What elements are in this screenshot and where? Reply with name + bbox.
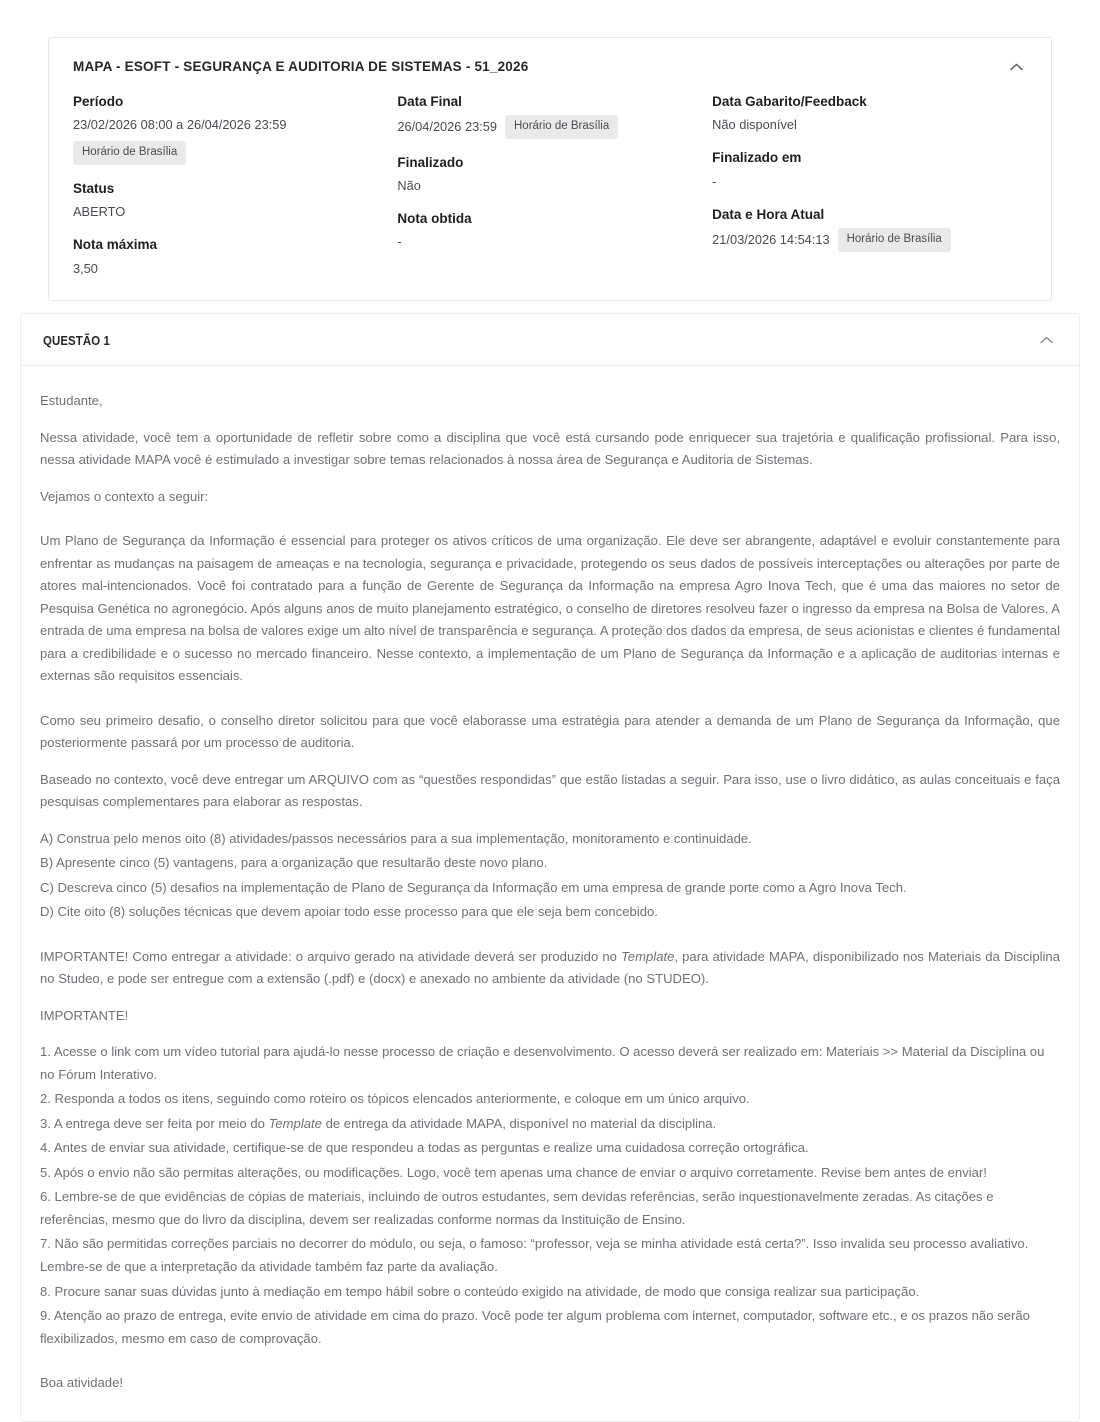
field-value: ABERTO — [73, 204, 126, 220]
paragraph-important-delivery — [40, 946, 1060, 991]
paragraph-context: Um Plano de Segurança da Informação é essencial para proteger os ativos críticos de uma organização. Ele deve ser abrangente, adaptável e evoluir constantemente para enfrentar as mudanças na paisagem de ameaças e na tecnologia, segurança e privacidade, protegendo os seus dados de possíveis interceptações ou alterações por parte de atores mal-intencionados. Você foi contratado para a função de Gerente de Segurança da Informação na empresa Agro Inova Tech, que é uma das maiores no setor de Pesquisa Genética no agronegócio. Após alguns anos de muito planejamento estratégico, o conselho de diretores resolveu fazer o ingresso da empresa na Bolsa de Valores. A entrada de uma empresa na bolsa de valores exige um alto nível de transparência e segurança. A proteção dos dados da empresa, de seus acionistas e clientes é fundamental para a credibilidade e o sucesso no mercado financeiro. Nesse contexto, a implementação de um Plano de Segurança da Informação e a aplicação de auditorias internas e externas são requisitos essenciais. — [40, 533, 1060, 684]
rule-3-text-2: de entrega da atividade MAPA, disponível no material da disciplina. — [321, 1115, 717, 1131]
field-label: Nota máxima — [73, 237, 158, 253]
field-value: Não disponível — [712, 117, 797, 133]
template-emphasis: Template — [621, 948, 675, 964]
field-finalizado-em — [712, 148, 1009, 190]
paragraph-lead-in: Vejamos o contexto a seguir: — [40, 488, 209, 504]
info-column-2 — [397, 92, 712, 278]
field-value: - — [712, 173, 717, 189]
field-value-wrapper — [397, 115, 694, 139]
field-value-wrapper — [73, 115, 379, 165]
template-emphasis: Template — [268, 1115, 322, 1131]
chevron-up-icon[interactable] — [1005, 58, 1027, 76]
paragraph-important-heading: IMPORTANTE! — [40, 1007, 129, 1023]
field-status — [73, 179, 379, 221]
assignment-info-card — [48, 37, 1052, 301]
timezone-badge: Horário de Brasília — [838, 228, 951, 252]
field-value: Não — [397, 178, 421, 193]
field-label: Período — [73, 94, 124, 109]
paragraph-challenge: Como seu primeiro desafio, o conselho diretor solicitou para que você elaborasse uma estratégia para atender a demanda de um Plano de Segurança da Informação, que posteriormente passará por um processo de auditoria. — [40, 712, 1060, 751]
chevron-up-icon[interactable] — [1035, 331, 1057, 349]
paragraph-closing: Boa atividade! — [40, 1375, 123, 1391]
timezone-badge: Horário de Brasília — [73, 141, 186, 165]
rule-item-4: 4. Antes de enviar sua atividade, certifique-se de que respondeu a todas as perguntas e realize uma cuidadosa correção ortográfica. — [40, 1140, 809, 1156]
paragraph-deliverable: Baseado no contexto, você deve entregar um ARQUIVO com as “questões respondidas” que estão listadas a seguir. Para isso, use o livro didático, as aulas conceituais e faça pesquisas complementares para elaborar as respostas. — [40, 771, 1060, 810]
field-label: Data e Hora Atual — [712, 206, 825, 222]
field-label: Status — [73, 180, 115, 196]
info-column-3 — [712, 92, 1027, 278]
field-label: Finalizado — [397, 154, 464, 170]
important-delivery-text-1: IMPORTANTE! Como entregar a atividade: o arquivo gerado na atividade deverá ser produzido no — [40, 948, 622, 964]
field-nota-obtida — [397, 209, 694, 251]
assignment-info-columns — [73, 92, 1027, 278]
field-finalizado — [397, 153, 694, 195]
badge-row — [73, 141, 379, 165]
rule-item-6: 6. Lembre-se de que evidências de cópias de materiais, incluindo de outros estudantes, sem devidas referências, serão inquestionavelmente zeradas. As citações e referências, mesmo que do livro da disciplina, devem ser realizadas conforme normas da Instituição de Ensino. — [40, 1189, 994, 1227]
field-periodo — [73, 92, 379, 165]
field-value: 23/02/2026 08:00 a 26/04/2026 23:59 — [73, 117, 287, 133]
field-value: 26/04/2026 23:59 — [397, 119, 497, 135]
field-value: 3,50 — [73, 260, 98, 276]
question-body — [21, 366, 1079, 1421]
question-item-d: D) Cite oito (8) soluções técnicas que devem apoiar todo esse processo para que ele seja bem concebido. — [40, 904, 658, 920]
field-data-final — [397, 92, 694, 139]
field-nota-maxima — [73, 235, 379, 277]
field-value: 21/03/2026 14:54:13 — [712, 232, 830, 248]
field-label: Finalizado em — [712, 150, 802, 166]
rule-item-1: 1. Acesse o link com um vídeo tutorial para ajudá-lo nesse processo de criação e desenvolvimento. O acesso deverá ser realizado em: Materiais >> Material da Disciplina ou no Fórum Interativo. — [40, 1044, 1045, 1082]
question-header[interactable] — [21, 314, 1079, 366]
assignment-info-header[interactable] — [73, 58, 1027, 76]
rule-item-5: 5. Após o envio não são permitas alterações, ou modificações. Logo, você tem apenas uma chance de enviar o arquivo corretamente. Revise bem antes de enviar! — [40, 1164, 987, 1180]
question-item-b: B) Apresente cinco (5) vantagens, para a organização que resultarão deste novo plano. — [40, 855, 548, 871]
rule-item-7: 7. Não são permitidas correções parciais no decorrer do módulo, ou seja, o famoso: “professor, veja se minha atividade está certa?”. Isso invalida seu processo avaliativo. Lembre-se de que a interpretação da atividade também faz parte da avaliação. — [40, 1236, 1029, 1274]
info-column-1 — [73, 92, 397, 278]
question-item-a: A) Construa pelo menos oito (8) atividades/passos necessários para a sua implementação, monitoramento e continuidade. — [40, 830, 752, 846]
field-value: - — [397, 234, 402, 250]
field-data-gabarito — [712, 92, 1009, 134]
paragraph-intro: Nessa atividade, você tem a oportunidade de refletir sobre como a disciplina que você está cursando pode enriquecer sua trajetória e qualificação profissional. Para isso, nessa atividade MAPA você é estimulado a investigar sobre temas relacionados à nossa área de Segurança e Auditoria de Sistemas. — [40, 429, 1060, 468]
timezone-badge: Horário de Brasília — [505, 115, 618, 139]
field-label: Data Final — [397, 94, 462, 109]
rule-3-text-1: 3. A entrega deve ser feita por meio do — [40, 1115, 269, 1131]
field-data-hora-atual — [712, 205, 1009, 252]
question-title: QUESTÃO 1 — [43, 332, 110, 348]
field-label: Data Gabarito/Feedback — [712, 94, 867, 109]
assignment-title: MAPA - ESOFT - SEGURANÇA E AUDITORIA DE SISTEMAS - 51_2026 — [73, 59, 529, 74]
field-label: Nota obtida — [397, 211, 472, 227]
paragraph-greeting: Estudante, — [40, 393, 103, 408]
rule-item-3 — [40, 1113, 1060, 1136]
rule-item-2: 2. Responda a todos os itens, seguindo como roteiro os tópicos elencados anteriormente, e coloque em um único arquivo. — [40, 1091, 750, 1107]
rule-item-9: 9. Atenção ao prazo de entrega, evite envio de atividade em cima do prazo. Você pode ter algum problema com internet, computador, software etc., e os prazos não serão flexibilizados, mesmo em caso de comprovação. — [40, 1308, 1030, 1346]
rule-item-8: 8. Procure sanar suas dúvidas junto à mediação em tempo hábil sobre o conteúdo exigido na atividade, de modo que consiga realizar sua participação. — [40, 1283, 920, 1299]
important-delivery-text-2: , para atividade MAPA, disponibilizado nos Materiais da Disciplina no Studeo, e pode ser entregue com a extensão (.pdf) e (docx) e anexado no ambiente da atividade (no STUDEO). — [40, 948, 1060, 987]
question-card — [20, 313, 1080, 1422]
question-item-c: C) Descreva cinco (5) desafios na implementação de Plano de Segurança da Informação em uma empresa de grande porte como a Agro Inova Tech. — [40, 879, 907, 895]
field-value-wrapper — [712, 228, 1009, 252]
